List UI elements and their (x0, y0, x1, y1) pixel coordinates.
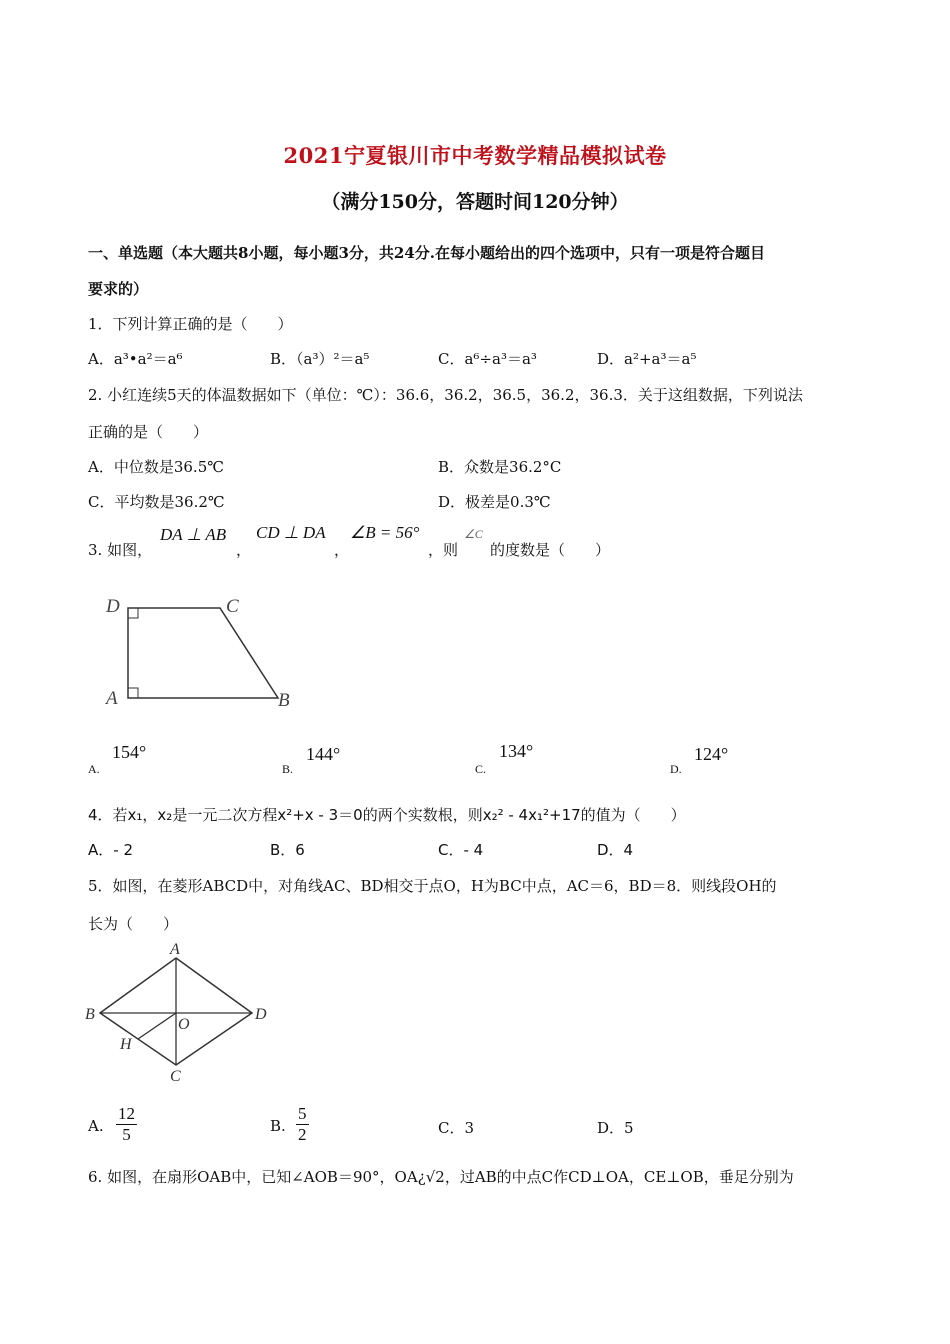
q3-angle-c: ∠C (464, 527, 483, 541)
label-c: C (170, 1068, 181, 1085)
q3-option-d-letter: D. (670, 762, 682, 776)
q1-option-a: A．a³•a²＝a⁶ (88, 350, 183, 368)
q6-stem-line1: 6. 如图，在扇形OAB中，已知∠AOB＝90°，OA¿√2，过AB的中点C作CD⊥OA，CE⊥OB，垂足分别为 (88, 1168, 794, 1186)
q4-option-d: D．4 (597, 841, 634, 859)
q3-option-d-value: 124° (694, 744, 729, 764)
q3-option-b-letter: B. (282, 762, 294, 776)
q4-stem: 4．若x₁，x₂是一元二次方程x²+x - 3＝0的两个实数根，则x₂² - 4x₁²+17的值为（ ） (88, 806, 686, 824)
label-b: B (85, 1006, 95, 1023)
segment-oh (138, 1013, 176, 1039)
q5-option-b-letter: B. (270, 1117, 286, 1135)
q2-option-b: B．众数是36.2°C (438, 458, 562, 476)
section-heading-line2: 要求的） (88, 280, 149, 298)
q3-option-b-value: 144° (306, 744, 341, 764)
q3-option-c-letter: C. (475, 762, 487, 776)
section-heading-line1: 一、单选题（本大题共8小题，每小题3分，共24分.在每小题给出的四个选项中，只有一项是符合题目 (88, 244, 765, 262)
q3-trapezoid-figure (100, 590, 310, 715)
fraction-a-numerator: 12 (118, 1104, 135, 1123)
q1-option-c: C．a⁶÷a³＝a³ (438, 350, 537, 368)
q3-condition-1: DA ⊥ AB (160, 525, 227, 544)
q1-option-d: D．a²+a³＝a⁵ (597, 350, 697, 368)
q1-stem: 1．下列计算正确的是（ ） (88, 315, 293, 333)
q3-option-c-value: 134° (499, 741, 534, 761)
label-o: O (178, 1016, 190, 1033)
q3-stem-suffix: 的度数是（ ） (490, 541, 611, 559)
q5-option-c: C．3 (438, 1119, 475, 1137)
trapezoid-shape (128, 608, 278, 698)
q1-option-b: B．（a³）²＝a⁵ (270, 350, 370, 368)
q5-option-b-fraction (296, 1104, 309, 1145)
q2-option-c: C．平均数是36.2℃ (88, 493, 225, 511)
q3-then: ，则 (428, 541, 459, 559)
q5-stem-line2: 长为（ ） (88, 915, 179, 933)
q5-option-a-letter: A. (88, 1117, 104, 1135)
q4-option-a: A．- 2 (88, 841, 133, 859)
q4-option-c: C．- 4 (438, 841, 484, 859)
label-d: D (255, 1006, 267, 1023)
q2-stem-line2: 正确的是（ ） (88, 423, 209, 441)
fraction-b-numerator: 5 (298, 1104, 307, 1123)
q3-separator-2: ， (334, 541, 350, 559)
page-subtitle: （满分150分，答题时间120分钟） (321, 191, 629, 213)
q3-option-a-letter: A. (88, 762, 100, 776)
q5-stem-line1: 5．如图，在菱形ABCD中，对角线AC、BD相交于点O，H为BC中点，AC＝6，BD＝8．则线段OH的 (88, 877, 777, 895)
label-a: A (106, 688, 118, 709)
q5-option-a-fraction (116, 1104, 137, 1145)
page-title: 2021宁夏银川市中考数学精品模拟试卷 (283, 143, 667, 168)
right-angle-mark-a (128, 688, 138, 698)
q3-separator-1: ， (236, 541, 252, 559)
q2-stem-line1: 2. 小红连续5天的体温数据如下（单位：℃）：36.6，36.2，36.5，36.2，36.3．关于这组数据，下列说法 (88, 386, 803, 404)
label-c: C (226, 596, 239, 617)
q3-condition-2: CD ⊥ DA (256, 523, 326, 542)
label-a: A (170, 941, 180, 958)
q5-rhombus-figure (80, 938, 280, 1088)
q3-stem-prefix: 3. 如图， (88, 541, 153, 559)
fraction-a-denominator: 5 (122, 1125, 131, 1144)
fraction-b-denominator: 2 (298, 1125, 307, 1144)
q2-option-a: A．中位数是36.5℃ (88, 458, 225, 476)
label-d: D (106, 596, 120, 617)
q2-option-d: D．极差是0.3℃ (438, 493, 551, 511)
right-angle-mark-d (128, 608, 138, 618)
q3-option-a-value: 154° (112, 742, 147, 762)
q4-option-b: B．6 (270, 841, 305, 859)
q5-option-d: D．5 (597, 1119, 634, 1137)
label-h: H (120, 1036, 132, 1053)
q3-condition-3: ∠B = 56° (350, 523, 420, 542)
label-b: B (278, 690, 290, 711)
